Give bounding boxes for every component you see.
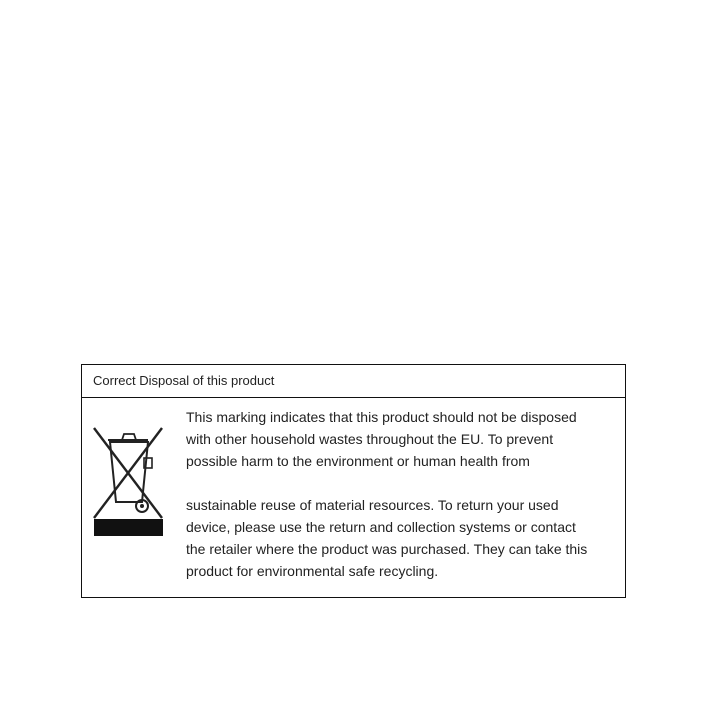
notice-line: device, please use the return and collection systems or contact (186, 519, 576, 535)
notice-line: possible harm to the environment or human health from (186, 453, 530, 469)
notice-heading: Correct Disposal of this product (82, 365, 625, 398)
disposal-notice-box (81, 364, 626, 598)
notice-line: with other household wastes throughout the EU. To prevent (186, 431, 554, 447)
text-gap (186, 472, 616, 494)
notice-line: sustainable reuse of material resources. To return your used (186, 497, 559, 513)
weee-solid-bar (94, 519, 163, 536)
notice-line: product for environmental safe recycling. (186, 563, 439, 579)
notice-text (186, 406, 616, 582)
notice-line: This marking indicates that this product should not be disposed (186, 409, 577, 425)
notice-body (82, 398, 625, 597)
notice-line: the retailer where the product was purchased. They can take this (186, 541, 588, 557)
